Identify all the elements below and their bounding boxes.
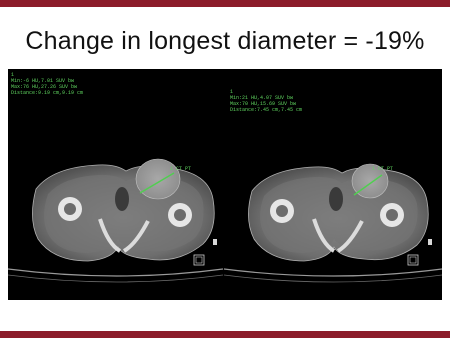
- top-accent-bar: [0, 0, 450, 7]
- right-scan-marker-label: 1 CT PT: [372, 166, 394, 172]
- bottom-accent-bar: [0, 331, 450, 338]
- left-scan: [8, 159, 223, 282]
- right-scan-distance: Distance:7.45 cm,7.45 cm: [230, 107, 303, 113]
- right-scan-id: 1: [230, 89, 234, 95]
- right-scan-measurement-readout: [230, 89, 302, 113]
- left-scan-distance: Distance:9.19 cm,9.19 cm: [11, 90, 84, 96]
- ct-scan-images: [8, 69, 442, 300]
- left-scan-id: 1: [11, 72, 15, 78]
- right-scan-max: Max:70 HU,15.69 SUV bw: [230, 101, 297, 107]
- right-scan: [224, 164, 442, 282]
- left-scan-marker-label: 1 CT PT: [170, 166, 192, 172]
- ct-scan-panel: [8, 69, 442, 300]
- left-scan-max: Max:76 HU,27.26 SUV bw: [11, 84, 78, 90]
- slide-title: Change in longest diameter = -19%: [25, 27, 425, 55]
- right-scan-min: Min:21 HU,4.07 SUV bw: [230, 95, 294, 101]
- left-scan-min: Min:-6 HU,7.01 SUV bw: [11, 78, 75, 84]
- left-scan-measurement-readout: [11, 72, 83, 96]
